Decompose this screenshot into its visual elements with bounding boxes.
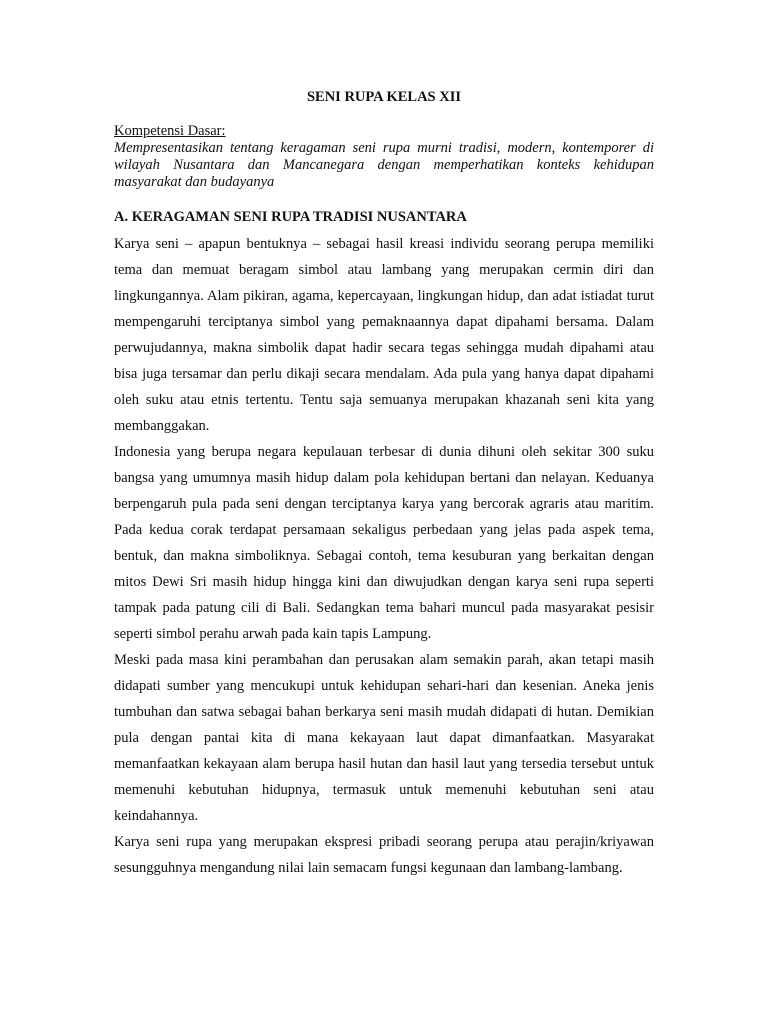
kompetensi-dasar-label: Kompetensi Dasar: [114, 123, 226, 139]
section-heading: A. KERAGAMAN SENI RUPA TRADISI NUSANTARA [114, 209, 467, 225]
paragraph-3: Meski pada masa kini perambahan dan perusakan alam semakin parah, akan tetapi masih didapati sumber yang mencukupi untuk kehidupan sehari-hari dan kesenian. Aneka jenis tumbuhan dan satwa sebagai bahan berkarya seni masih mudah didapati di hutan. Demikian pula dengan pantai kita di mana kekayaan laut dapat dimanfaatkan. Masyarakat memanfaatkan kekayaan alam berupa hasil hutan dan hasil laut yang tersedia tersebut untuk memenuhi kebutuhan hidupnya, termasuk untuk memenuhi kebutuhan seni atau keindahannya. [114, 652, 654, 824]
paragraph-1: Karya seni – apapun bentuknya – sebagai hasil kreasi individu seorang perupa memiliki tema dan memuat beragam simbol atau lambang yang merupakan cermin diri dan lingkungannya. Alam pikiran, agama, kepercayaan, lingkungan hidup, dan adat istiadat turut mempengaruhi terciptanya simbol yang pemaknaannya dapat dipahami bersama. Dalam perwujudannya, makna simbolik dapat hadir secara tegas sehingga mudah dipahami atau bisa juga tersamar dan perlu dikaji secara mendalam. Ada pula yang hanya dapat dipahami oleh suku atau etnis tertentu. Tentu saja semuanya merupakan khazanah seni kita yang membanggakan. [114, 236, 654, 434]
kompetensi-dasar-text: Mempresentasikan tentang keragaman seni rupa murni tradisi, modern, kontemporer di wilayah Nusantara dan Mancanegara dengan memperhatikan konteks kehidupan masyarakat dan budayanya [114, 140, 654, 190]
document-title: SENI RUPA KELAS XII [306, 89, 462, 105]
paragraph-4: Karya seni rupa yang merupakan ekspresi pribadi seorang perupa atau perajin/kriyawan sesungguhnya mengandung nilai lain semacam fungsi kegunaan dan lambang-lambang. [114, 834, 654, 876]
document-page [114, 88, 654, 881]
paragraph-2: Indonesia yang berupa negara kepulauan terbesar di dunia dihuni oleh sekitar 300 suku bangsa yang umumnya masih hidup dalam pola kehidupan bertani dan nelayan. Keduanya berpengaruh pula pada seni dengan terciptanya karya yang bercorak agraris atau maritim. Pada kedua corak terdapat persamaan sekaligus perbedaan yang jelas pada aspek tema, bentuk, dan makna simboliknya. Sebagai contoh, tema kesuburan yang berkaitan dengan mitos Dewi Sri masih hidup hingga kini dan diwujudkan dengan karya seni rupa seperti tampak pada patung cili di Bali. Sedangkan tema bahari muncul pada masyarakat pesisir seperti simbol perahu arwah pada kain tapis Lampung. [114, 444, 654, 642]
